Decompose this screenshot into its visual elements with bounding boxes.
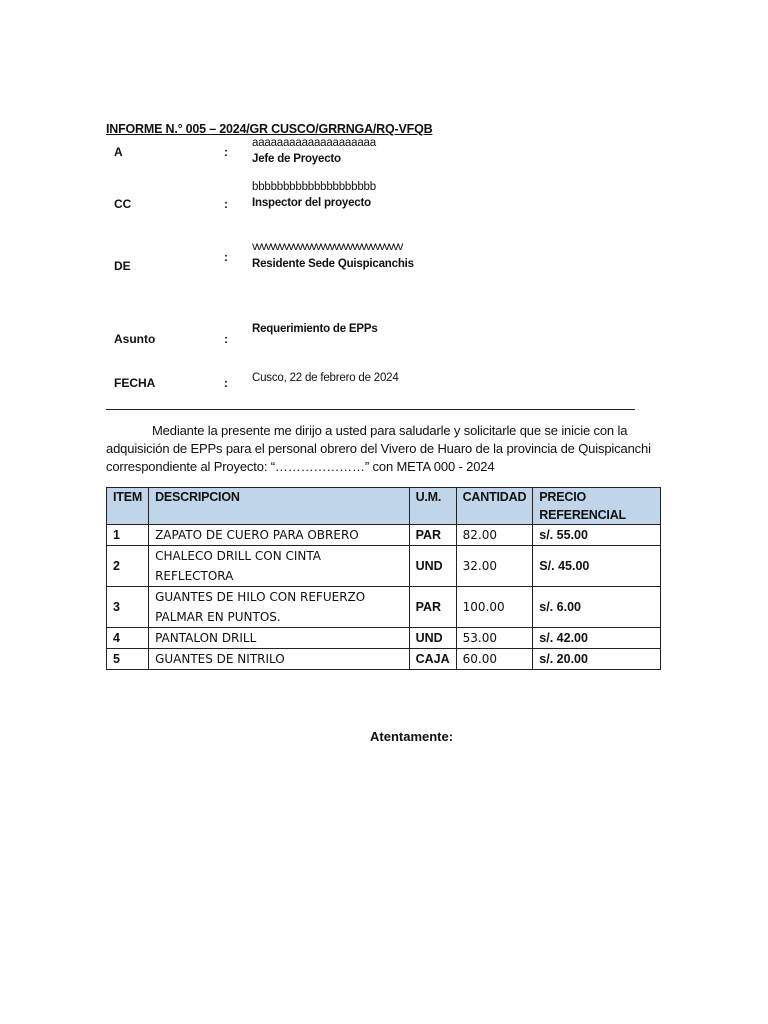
- cell-um: CAJA: [409, 649, 456, 670]
- header-um: U.M.: [409, 488, 456, 525]
- body-paragraph-text: Mediante la presente me dirijo a usted para saludarle y solicitarle que se inicie con la adquisición de EPPs para el personal obrero del Vivero de Huaro de la provincia de Quispicanchi correspondiente al Proyecto: “…………………” con META 000 - 2024: [106, 423, 651, 474]
- body-paragraph: [106, 422, 666, 476]
- header-descripcion: DESCRIPCION: [149, 488, 410, 525]
- field-label-asunto: Asunto: [114, 332, 156, 346]
- cell-precio: [533, 546, 661, 587]
- cell-precio-currency: s/.: [539, 631, 554, 645]
- cell-item: 1: [107, 525, 149, 546]
- cell-cantidad: 53.00: [456, 628, 533, 649]
- field-cc-role: Inspector del proyecto: [252, 197, 371, 209]
- cell-precio-value: 45.00: [558, 559, 590, 573]
- field-fecha-value: Cusco, 22 de febrero de 2024: [252, 372, 399, 384]
- cell-precio-value: 42.00: [556, 631, 588, 645]
- items-table: [106, 487, 661, 670]
- table-row: [107, 525, 661, 546]
- header-precio-line2: REFERENCIAL: [539, 508, 626, 522]
- cell-precio: [533, 649, 661, 670]
- field-colon-fecha: :: [224, 376, 228, 390]
- cell-cantidad: 82.00: [456, 525, 533, 546]
- cell-um: PAR: [409, 587, 456, 628]
- field-label-a: A: [114, 145, 123, 159]
- cell-precio-currency: S/.: [539, 559, 555, 573]
- cell-precio-currency: s/.: [539, 652, 554, 666]
- table-row: [107, 546, 661, 587]
- closing-text: Atentamente:: [370, 729, 454, 744]
- cell-cantidad: 100.00: [456, 587, 533, 628]
- header-precio-referencial: [533, 488, 661, 525]
- table-row: [107, 649, 661, 670]
- table-row: [107, 587, 661, 628]
- cell-cantidad: 32.00: [456, 546, 533, 587]
- field-asunto-value: Requerimiento de EPPs: [252, 323, 378, 335]
- table-header-row: [107, 488, 661, 525]
- header-item: ITEM: [107, 488, 149, 525]
- cell-descripcion: GUANTES DE HILO CON REFUERZO PALMAR EN PUNTOS.: [149, 587, 410, 628]
- cell-precio-currency: s/.: [539, 600, 554, 614]
- cell-item: 2: [107, 546, 149, 587]
- cell-descripcion: ZAPATO DE CUERO PARA OBRERO: [149, 525, 410, 546]
- cell-precio-value: 6.00: [556, 600, 582, 614]
- field-de-role: Residente Sede Quispicanchis: [252, 258, 414, 270]
- field-de-name: vvvvvvvvvvvvvvvvvvvvvvvvvvvvvvvvv: [252, 241, 403, 253]
- cell-precio: [533, 628, 661, 649]
- cell-precio-currency: s/.: [539, 528, 554, 542]
- cell-um: UND: [409, 546, 456, 587]
- field-a-name: aaaaaaaaaaaaaaaaaaaa: [252, 137, 376, 149]
- field-label-fecha: FECHA: [114, 376, 156, 390]
- cell-precio: [533, 587, 661, 628]
- cell-item: 5: [107, 649, 149, 670]
- cell-precio-value: 20.00: [556, 652, 588, 666]
- field-label-cc: CC: [114, 197, 132, 211]
- cell-descripcion: CHALECO DRILL CON CINTA REFLECTORA: [149, 546, 410, 587]
- cell-descripcion: PANTALON DRILL: [149, 628, 410, 649]
- cell-cantidad: 60.00: [456, 649, 533, 670]
- field-cc-name: bbbbbbbbbbbbbbbbbbbb: [252, 181, 376, 193]
- cell-item: 3: [107, 587, 149, 628]
- header-cantidad: CANTIDAD: [456, 488, 533, 525]
- field-colon-de: :: [224, 250, 228, 264]
- document-title: INFORME N.° 005 – 2024/GR CUSCO/GRRNGA/RQ-VFQB: [106, 122, 433, 136]
- field-label-de: DE: [114, 259, 131, 273]
- field-a-role: Jefe de Proyecto: [252, 153, 341, 165]
- table-row: [107, 628, 661, 649]
- field-colon-a: :: [224, 145, 228, 159]
- cell-precio: [533, 525, 661, 546]
- header-precio-line1: PRECIO: [539, 490, 587, 504]
- cell-um: PAR: [409, 525, 456, 546]
- field-colon-cc: :: [224, 197, 228, 211]
- cell-descripcion: GUANTES DE NITRILO: [149, 649, 410, 670]
- header-divider: [106, 409, 635, 410]
- cell-precio-value: 55.00: [556, 528, 588, 542]
- cell-um: UND: [409, 628, 456, 649]
- field-colon-asunto: :: [224, 332, 228, 346]
- cell-item: 4: [107, 628, 149, 649]
